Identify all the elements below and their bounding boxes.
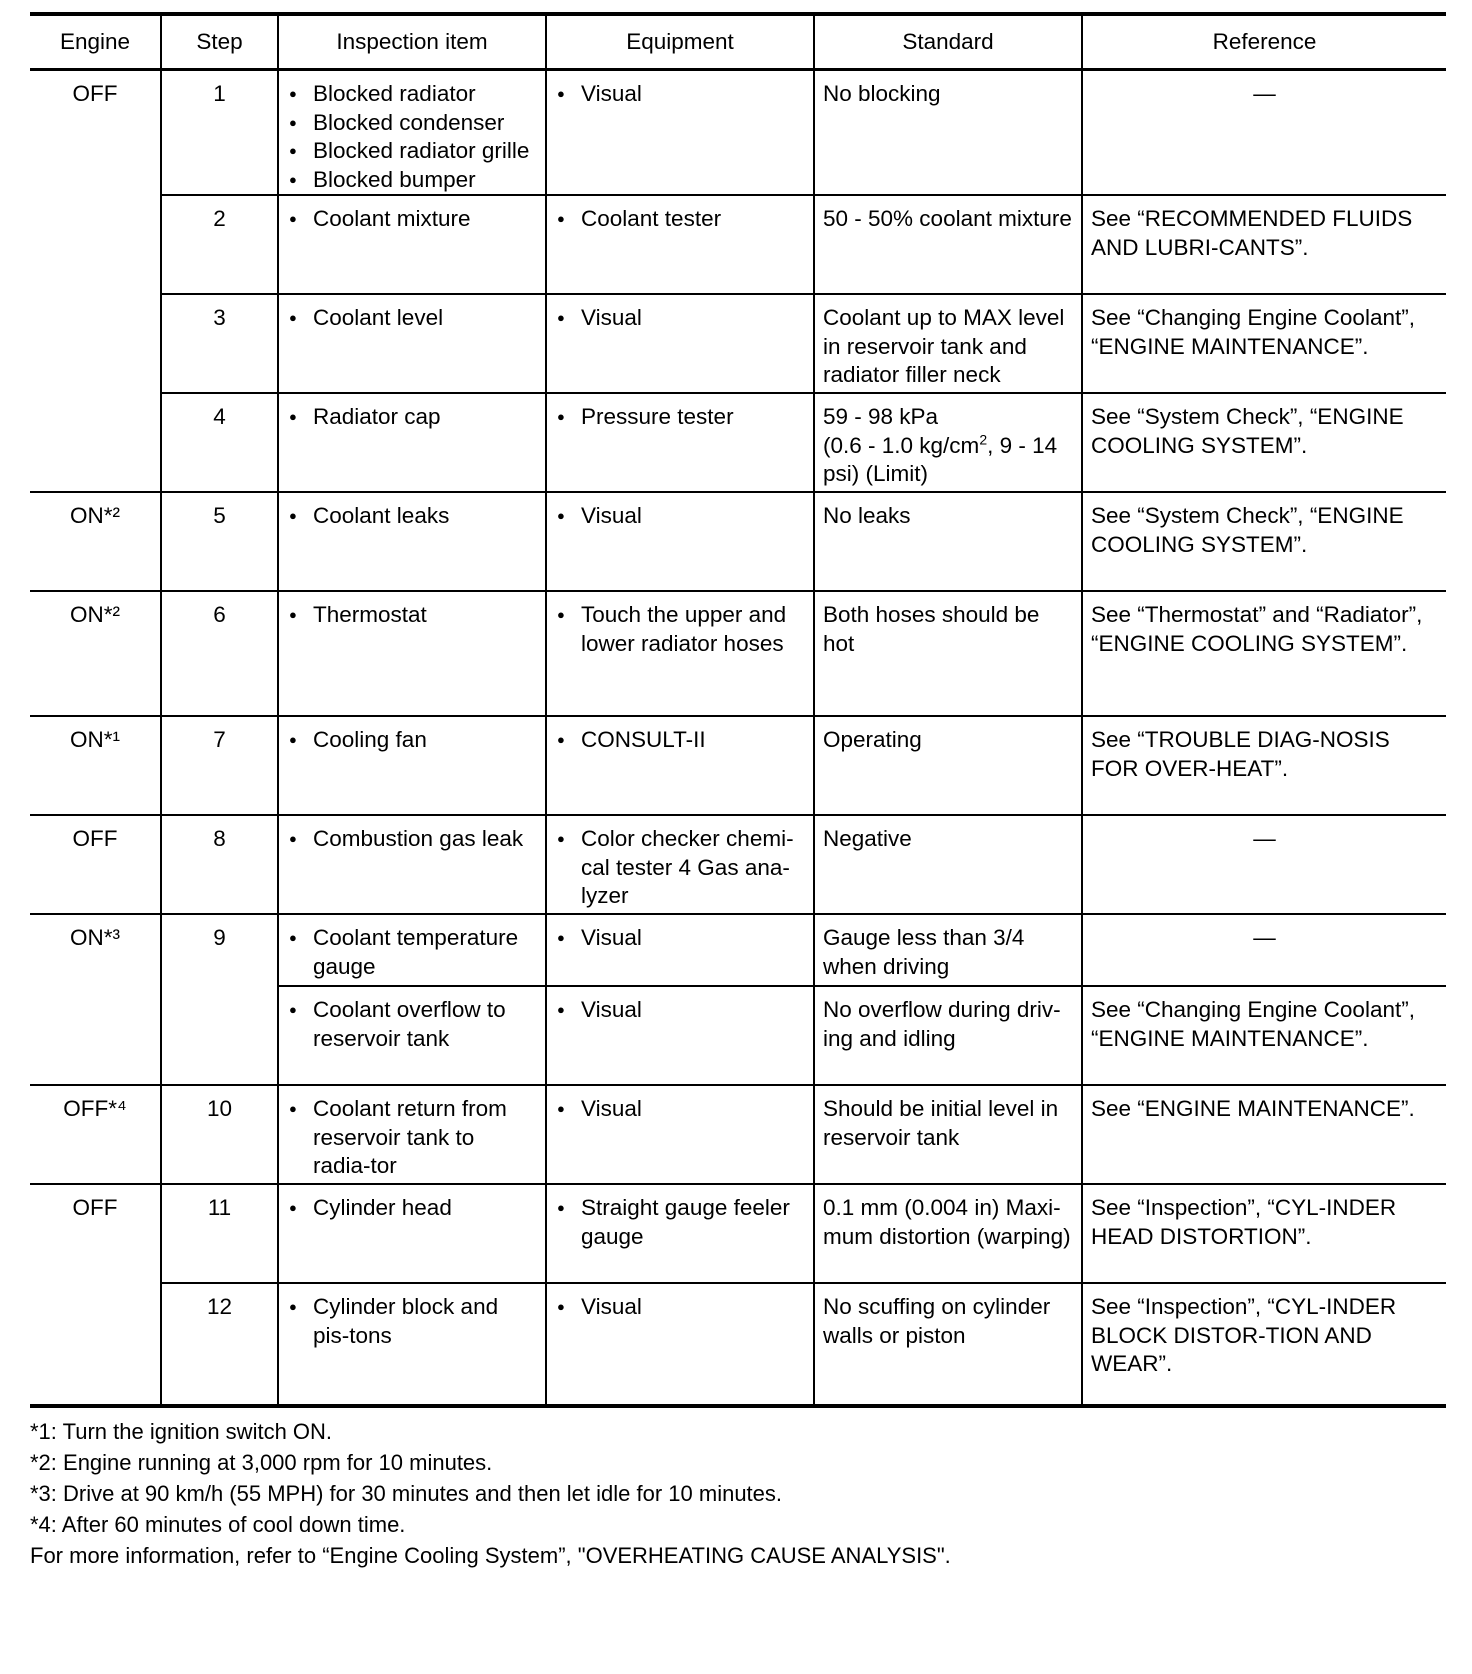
equipment-item-list: [555, 1194, 805, 1251]
inspection-item: ● Thermostat: [287, 601, 537, 630]
inspection-item-list: [287, 1293, 537, 1350]
standard-cell: [814, 1085, 1082, 1184]
table-row: [30, 294, 1446, 393]
equipment-cell: [546, 1085, 814, 1184]
equipment-item-list: [555, 1095, 805, 1124]
equipment-cell: [546, 70, 814, 196]
equipment-item: ● Visual: [555, 924, 805, 953]
equipment-item: ● Visual: [555, 996, 805, 1025]
header-equipment: Equipment: [546, 14, 814, 70]
standard-text-cont: (0.6 - 1.0 kg/cm: [823, 432, 980, 458]
inspection-item-list: [287, 996, 537, 1053]
footnote-more-info: For more information, refer to “Engine Cooling System”, "OVERHEATING CAUSE ANALYSIS".: [30, 1543, 951, 1568]
equipment-item: ● Pressure tester: [555, 403, 805, 432]
header-reference: Reference: [1082, 14, 1446, 70]
equipment-item: ● Visual: [555, 304, 805, 333]
standard-text: No scuffing on cylinder walls or piston: [823, 1294, 1051, 1348]
page: [30, 12, 1446, 1571]
standard-cell: [814, 591, 1082, 716]
reference-cell: See “RECOMMENDED FLUIDS AND LUBRI-CANTS”.: [1082, 195, 1446, 294]
equipment-cell: [546, 393, 814, 492]
engine-cell: ON*³: [30, 914, 161, 1085]
reference-cell: See “Changing Engine Coolant”, “ENGINE MAINTENANCE”.: [1082, 294, 1446, 393]
table-row: [30, 1085, 1446, 1184]
equipment-cell: [546, 294, 814, 393]
table-row: [30, 716, 1446, 815]
reference-cell: See “Inspection”, “CYL-INDER HEAD DISTORTION”.: [1082, 1184, 1446, 1283]
equipment-cell: [546, 986, 814, 1085]
equipment-item: ● Color checker chemi-cal tester 4 Gas ana-lyzer: [555, 825, 805, 911]
inspection-item-cell: [278, 195, 546, 294]
standard-text: Operating: [823, 727, 922, 752]
inspection-item-list: [287, 403, 537, 432]
inspection-item: ● Cylinder block and pis-tons: [287, 1293, 537, 1350]
engine-cell: ON*¹: [30, 716, 161, 815]
standard-text: No blocking: [823, 81, 941, 106]
inspection-item: ● Blocked bumper: [287, 166, 537, 195]
standard-cell: [814, 914, 1082, 986]
inspection-item: ● Coolant leaks: [287, 502, 537, 531]
engine-cell: OFF: [30, 70, 161, 493]
reference-cell: See “System Check”, “ENGINE COOLING SYSTEM”.: [1082, 492, 1446, 591]
standard-text-cont: , 9 - 14 psi) (Limit): [823, 432, 1058, 486]
reference-cell: —: [1082, 914, 1446, 986]
equipment-cell: [546, 195, 814, 294]
step-cell: 9: [161, 914, 278, 1085]
equipment-item-list: [555, 825, 805, 911]
standard-text: No overflow during driv-ing and idling: [823, 997, 1061, 1051]
step-cell: 3: [161, 294, 278, 393]
inspection-item-cell: [278, 914, 546, 986]
equipment-item: ● Coolant tester: [555, 205, 805, 234]
inspection-item-list: [287, 80, 537, 194]
inspection-item: ● Blocked radiator grille: [287, 137, 537, 166]
reference-cell: See “System Check”, “ENGINE COOLING SYSTEM”.: [1082, 393, 1446, 492]
inspection-item-cell: [278, 1283, 546, 1406]
standard-text: Negative: [823, 826, 912, 851]
equipment-item: ● Visual: [555, 502, 805, 531]
inspection-item-list: [287, 1194, 537, 1223]
standard-text: 59 - 98 kPa: [823, 404, 939, 429]
equipment-cell: [546, 1184, 814, 1283]
equipment-item-list: [555, 601, 805, 658]
footnote-1: *1: Turn the ignition switch ON.: [30, 1419, 333, 1444]
equipment-item: ● Straight gauge feeler gauge: [555, 1194, 805, 1251]
reference-cell: See “Thermostat” and “Radiator”, “ENGINE COOLING SYSTEM”.: [1082, 591, 1446, 716]
table-row: [30, 815, 1446, 914]
reference-cell: See “TROUBLE DIAG-NOSIS FOR OVER-HEAT”.: [1082, 716, 1446, 815]
table-header-row: [30, 14, 1446, 70]
inspection-item-list: [287, 304, 537, 333]
standard-cell: [814, 1283, 1082, 1406]
table-row: [30, 1184, 1446, 1283]
standard-text: 50 - 50% coolant mixture: [823, 206, 1072, 231]
inspection-item-cell: [278, 492, 546, 591]
reference-cell: —: [1082, 70, 1446, 196]
step-cell: 1: [161, 70, 278, 196]
standard-superscript: 2: [979, 431, 988, 447]
equipment-item-list: [555, 726, 805, 755]
inspection-item-cell: [278, 70, 546, 196]
equipment-cell: [546, 591, 814, 716]
reference-cell: See “ENGINE MAINTENANCE”.: [1082, 1085, 1446, 1184]
engine-cell: ON*²: [30, 492, 161, 591]
step-cell: 8: [161, 815, 278, 914]
equipment-item-list: [555, 996, 805, 1025]
equipment-item: ● CONSULT-II: [555, 726, 805, 755]
table-row: [30, 492, 1446, 591]
standard-text: Gauge less than 3/4 when driving: [823, 925, 1025, 979]
footnote-4: *4: After 60 minutes of cool down time.: [30, 1512, 406, 1537]
inspection-item: ● Combustion gas leak: [287, 825, 537, 854]
inspection-item-cell: [278, 1184, 546, 1283]
inspection-item: ● Blocked condenser: [287, 109, 537, 138]
standard-cell: [814, 70, 1082, 196]
header-step: Step: [161, 14, 278, 70]
standard-cell: [814, 492, 1082, 591]
table-row: [30, 393, 1446, 492]
reference-cell: —: [1082, 815, 1446, 914]
inspection-item: ● Coolant overflow to reservoir tank: [287, 996, 537, 1053]
inspection-item-list: [287, 1095, 537, 1181]
engine-cell: OFF*⁴: [30, 1085, 161, 1184]
reference-cell: See “Changing Engine Coolant”, “ENGINE MAINTENANCE”.: [1082, 986, 1446, 1085]
step-cell: 4: [161, 393, 278, 492]
equipment-item-list: [555, 924, 805, 953]
inspection-table: [30, 12, 1446, 1408]
inspection-item-list: [287, 205, 537, 234]
inspection-item: ● Blocked radiator: [287, 80, 537, 109]
inspection-item-cell: [278, 815, 546, 914]
engine-cell: ON*²: [30, 591, 161, 716]
engine-cell: OFF: [30, 1184, 161, 1406]
inspection-item: ● Coolant level: [287, 304, 537, 333]
table-body: [30, 70, 1446, 1407]
step-cell: 11: [161, 1184, 278, 1283]
equipment-item-list: [555, 1293, 805, 1322]
inspection-item: ● Cylinder head: [287, 1194, 537, 1223]
reference-cell: See “Inspection”, “CYL-INDER BLOCK DISTOR-TION AND WEAR”.: [1082, 1283, 1446, 1406]
inspection-item: ● Cooling fan: [287, 726, 537, 755]
footnote-2: *2: Engine running at 3,000 rpm for 10 minutes.: [30, 1450, 493, 1475]
inspection-item: ● Radiator cap: [287, 403, 537, 432]
equipment-cell: [546, 492, 814, 591]
equipment-item-list: [555, 502, 805, 531]
inspection-item-list: [287, 726, 537, 755]
inspection-item-list: [287, 924, 537, 981]
step-cell: 7: [161, 716, 278, 815]
step-cell: 12: [161, 1283, 278, 1406]
standard-text: Should be initial level in reservoir tank: [823, 1096, 1059, 1150]
equipment-item-list: [555, 403, 805, 432]
inspection-item-list: [287, 502, 537, 531]
inspection-item: ● Coolant mixture: [287, 205, 537, 234]
equipment-item-list: [555, 304, 805, 333]
header-inspection-item: Inspection item: [278, 14, 546, 70]
standard-cell: [814, 393, 1082, 492]
equipment-item: ● Visual: [555, 1293, 805, 1322]
inspection-item-list: [287, 601, 537, 630]
inspection-item-cell: [278, 986, 546, 1085]
standard-cell: [814, 195, 1082, 294]
step-cell: 2: [161, 195, 278, 294]
table-row: [30, 914, 1446, 986]
inspection-item-cell: [278, 591, 546, 716]
equipment-cell: [546, 914, 814, 986]
standard-text: No leaks: [823, 503, 911, 528]
inspection-item-cell: [278, 393, 546, 492]
equipment-cell: [546, 815, 814, 914]
table-row: [30, 1283, 1446, 1406]
equipment-cell: [546, 1283, 814, 1406]
footnote-3: *3: Drive at 90 km/h (55 MPH) for 30 minutes and then let idle for 10 minutes.: [30, 1481, 783, 1506]
step-cell: 10: [161, 1085, 278, 1184]
standard-cell: [814, 986, 1082, 1085]
inspection-item-cell: [278, 294, 546, 393]
header-engine: Engine: [30, 14, 161, 70]
standard-cell: [814, 815, 1082, 914]
standard-text: Coolant up to MAX level in reservoir tank and radiator filler neck: [823, 305, 1065, 387]
table-row: [30, 591, 1446, 716]
standard-text: Both hoses should be hot: [823, 602, 1040, 656]
step-cell: 6: [161, 591, 278, 716]
equipment-item-list: [555, 80, 805, 109]
table-row: [30, 70, 1446, 196]
equipment-cell: [546, 716, 814, 815]
header-standard: Standard: [814, 14, 1082, 70]
engine-cell: OFF: [30, 815, 161, 914]
inspection-item-cell: [278, 1085, 546, 1184]
equipment-item: ● Touch the upper and lower radiator hoses: [555, 601, 805, 658]
inspection-item: ● Coolant temperature gauge: [287, 924, 537, 981]
equipment-item: ● Visual: [555, 1095, 805, 1124]
equipment-item: ● Visual: [555, 80, 805, 109]
standard-cell: [814, 1184, 1082, 1283]
standard-text: 0.1 mm (0.004 in) Maxi-mum distortion (warping): [823, 1195, 1071, 1249]
equipment-item-list: [555, 205, 805, 234]
standard-cell: [814, 716, 1082, 815]
table-row: [30, 195, 1446, 294]
inspection-item-list: [287, 825, 537, 854]
standard-cell: [814, 294, 1082, 393]
step-cell: 5: [161, 492, 278, 591]
inspection-item-cell: [278, 716, 546, 815]
inspection-item: ● Coolant return from reservoir tank to radia-tor: [287, 1095, 537, 1181]
footnotes: [30, 1416, 1446, 1571]
